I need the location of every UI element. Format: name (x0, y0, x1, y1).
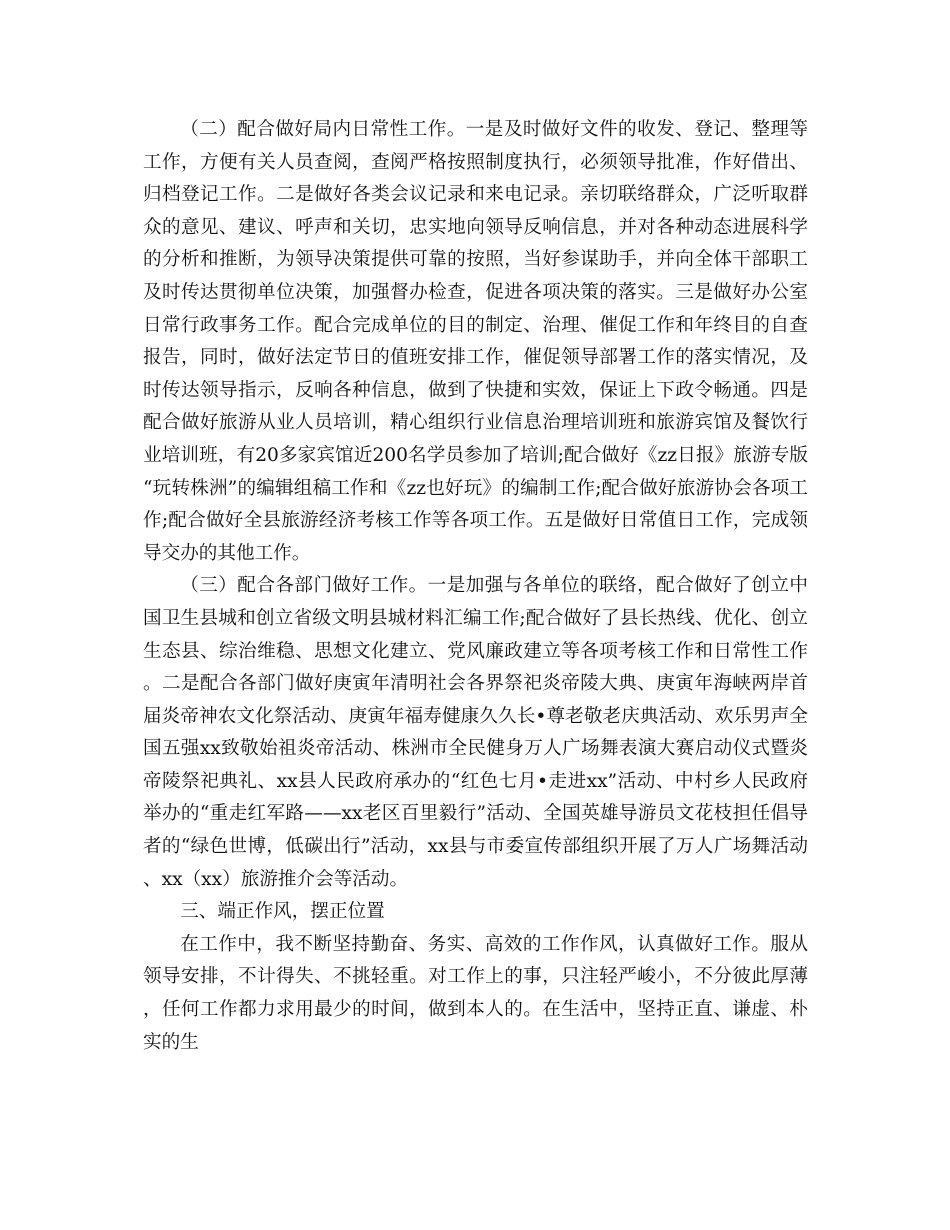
paragraph-section-two: （二）配合做好局内日常性工作。一是及时做好文件的收发、登记、整理等工作，方便有关人员查阅，查阅严格按照制度执行，必须领导批准，作好借出、归档登记工作。二是做好各类会议记录和来电记录。亲切联络群众，广泛听取群众的意见、建议、呼声和关切，忠实地向领导反响信息，并对各种动态进展科学的分析和推断，为领导决策提供可靠的按照，当好参谋助手，并向全体干部职工及时传达贯彻单位决策，加强督办检查，促进各项决策的落实。三是做好办公室日常行政事务工作。配合完成单位的目的制定、治理、催促工作和年终目的自查报告，同时，做好法定节日的值班安排工作，催促领导部署工作的落实情况，及时传达领导指示，反响各种信息，做到了快捷和实效，保证上下政令畅通。四是配合做好旅游从业人员培训，精心组织行业信息治理培训班和旅游宾馆及餐饮行业培训班，有20多家宾馆近200名学员参加了培训;配合做好《zz日报》旅游专版“玩转株洲”的编辑组稿工作和《zz也好玩》的编制工作;配合做好旅游协会各项工作;配合做好全县旅游经济考核工作等各项工作。五是做好日常值日工作，完成领导交办的其他工作。 (143, 119, 808, 564)
section-heading: 三、端正作风，摆正位置 (180, 901, 385, 923)
document-body (143, 114, 808, 1059)
paragraph-section-three: （三）配合各部门做好工作。一是加强与各单位的联络，配合做好了创立中国卫生县城和创立省级文明县城材料汇编工作;配合做好了县长热线、优化、创立生态县、综治维稳、思想文化建立、党风廉政建立等各项考核工作和日常性工作。二是配合各部门做好庚寅年清明社会各界祭祀炎帝陵大典、庚寅年海峡两岸首届炎帝神农文化祭活动、庚寅年福寿健康久久长•尊老敬老庆典活动、欢乐男声全国五强xx致敬始祖炎帝活动、株洲市全民健身万人广场舞表演大赛启动仪式暨炎帝陵祭祀典礼、xx县人民政府承办的“红色七月•走进xx”活动、中村乡人民政府举办的“重走红军路——xx老区百里毅行”活动、全国英雄导游员文花枝担任倡导者的“绿色世博，低碳出行”活动，xx县与市委宣传部组织开展了万人广场舞活动、xx（xx）旅游推介会等活动。 (143, 575, 808, 890)
paragraph-work-style: 在工作中，我不断坚持勤奋、务实、高效的工作作风，认真做好工作。服从领导安排，不计得失、不挑轻重。对工作上的事，只注轻严峻小，不分彼此厚薄，任何工作都力求用最少的时间，做到本人的。在生活中，坚持正直、谦虚、朴实的生 (143, 933, 808, 1053)
